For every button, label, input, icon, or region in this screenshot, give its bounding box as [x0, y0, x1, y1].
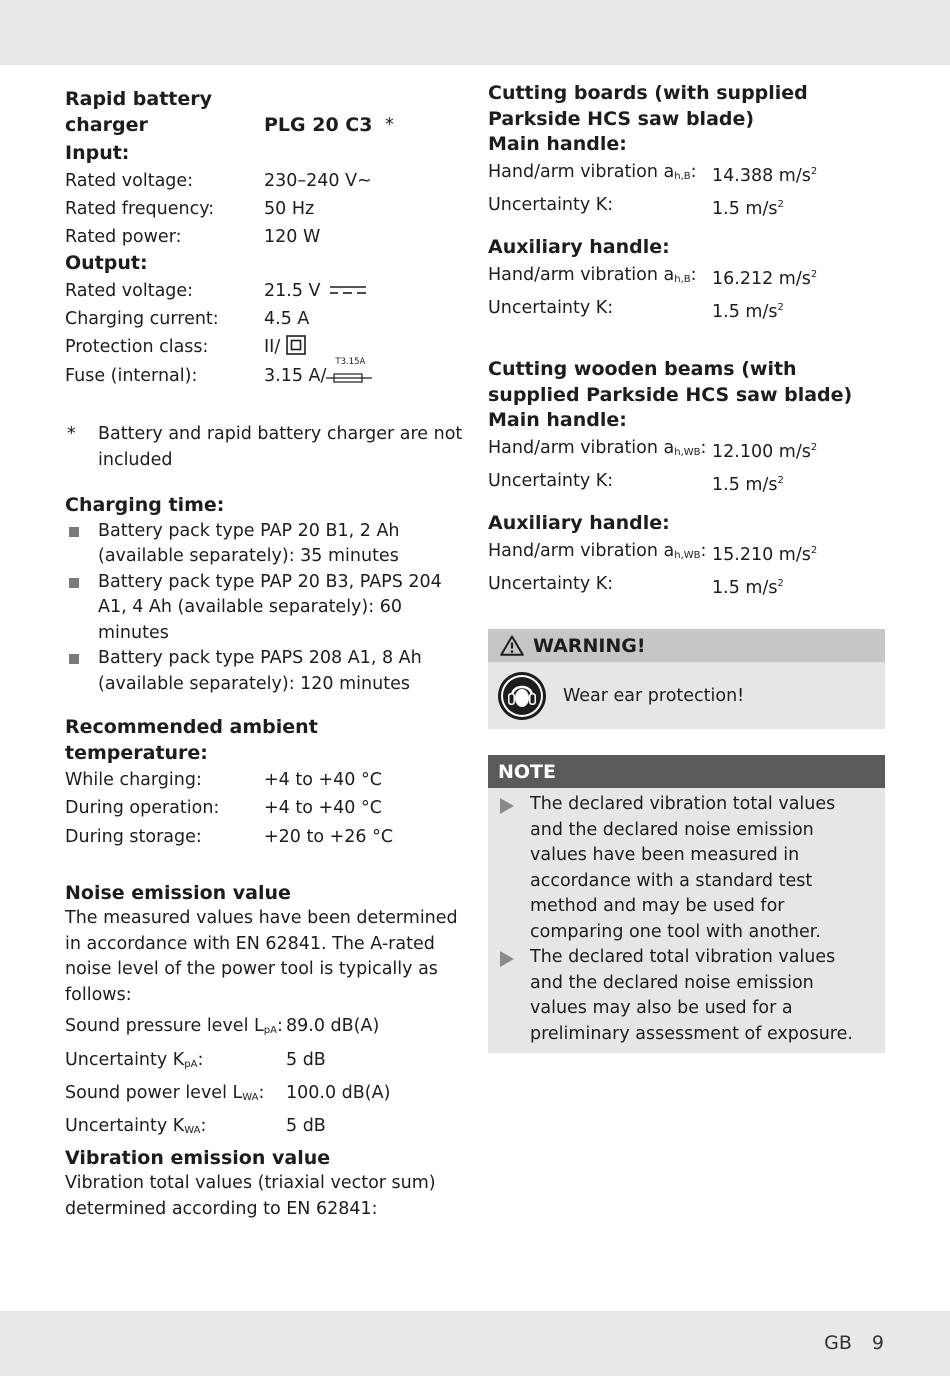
fuse-icon — [326, 356, 372, 384]
spec-row — [65, 167, 465, 195]
charger-spec — [65, 87, 465, 390]
label-sub: h,WB — [674, 549, 701, 561]
charger-title-line2: charger — [65, 113, 148, 136]
spec-value: 89.0 dB(A) — [286, 1016, 380, 1037]
value-sup: 2 — [810, 544, 818, 556]
list-item-text: The declared vibration total values and the declared noise emission values have been measured in accordance with a standard test method and may be used for comparing one tool with another. — [530, 794, 836, 942]
footer-language: GB — [824, 1332, 852, 1354]
label-text: Hand/arm vibration a — [488, 264, 675, 285]
beams-main-heading: Main handle: — [488, 409, 627, 432]
boards-main-heading: Main handle: — [488, 133, 627, 155]
right-column — [488, 81, 885, 1053]
spec-row — [65, 1112, 465, 1145]
spec-row — [65, 1046, 465, 1079]
charging-time-heading: Charging time: — [65, 494, 225, 517]
value-text: 1.5 m/s — [712, 198, 778, 219]
value-sup: 2 — [810, 441, 818, 453]
spec-row — [488, 570, 885, 602]
spec-label: Rated power: — [65, 227, 182, 248]
spec-row — [65, 277, 465, 305]
spec-row — [488, 158, 885, 191]
bullet-square-icon — [69, 654, 79, 664]
list-item — [488, 945, 885, 1047]
value-text: 14.388 m/s — [712, 165, 811, 186]
spec-value — [264, 333, 306, 361]
label-suffix: : — [690, 161, 697, 182]
spec-label — [488, 261, 712, 294]
protection-class-icon — [286, 335, 306, 355]
noise-intro: The measured values have been determined in accordance with EN 62841. The A-rated noise level of the power tool is typically as follows: — [65, 908, 458, 1005]
spec-row — [65, 1012, 465, 1045]
list-item-text: Battery pack type PAP 20 B3, PAPS 204 A1, 4 Ah (available separately): 60 minutes — [98, 571, 442, 643]
spec-label — [488, 537, 712, 570]
output-heading: Output: — [65, 252, 148, 275]
label-suffix: : — [700, 437, 707, 458]
spec-label: Rated frequency: — [65, 198, 215, 219]
spec-label: While charging: — [65, 770, 202, 791]
value-sup: 2 — [777, 198, 784, 210]
label-suffix: : — [690, 264, 697, 285]
beams-heading: Cutting wooden beams (with supplied Parkside HCS saw blade) — [488, 358, 853, 406]
noise-section — [65, 881, 465, 1146]
spec-row — [65, 223, 465, 251]
footnote-star: * — [67, 424, 76, 445]
footnote — [65, 422, 465, 473]
top-band — [0, 0, 950, 65]
charger-title-line1: Rapid battery — [65, 88, 213, 110]
spec-label: Uncertainty K: — [488, 470, 614, 491]
noise-heading: Noise emission value — [65, 881, 291, 904]
spec-label: Protection class: — [65, 337, 209, 358]
label-sub: h,B — [674, 170, 691, 182]
play-arrow-icon — [500, 951, 514, 967]
spec-label — [65, 1046, 286, 1079]
input-heading: Input: — [65, 142, 130, 164]
spec-label — [65, 1079, 286, 1112]
spec-value: 4.5 A — [264, 309, 310, 330]
spec-label: Rated voltage: — [65, 280, 194, 301]
boards-aux-heading: Auxiliary handle: — [488, 236, 670, 259]
spec-label: Uncertainty K: — [488, 194, 614, 215]
spec-value — [712, 570, 784, 602]
boards-section — [488, 81, 885, 326]
warning-title: WARNING! — [533, 634, 646, 657]
protection-value: II/ — [264, 337, 281, 358]
vibration-intro: Vibration total values (triaxial vector sum) determined according to EN 62841: — [65, 1173, 436, 1219]
spec-label: Uncertainty K: — [488, 574, 614, 595]
spec-row — [488, 191, 885, 223]
list-item — [65, 646, 465, 697]
bullet-square-icon — [69, 578, 79, 588]
spec-row — [65, 305, 465, 333]
spec-row — [65, 195, 465, 223]
temperature-section — [65, 715, 465, 851]
value-text: 12.100 m/s — [712, 441, 811, 462]
value-text: 16.212 m/s — [712, 268, 811, 289]
page-footer — [810, 1332, 884, 1354]
label-suffix: : — [258, 1083, 265, 1104]
beams-section — [488, 357, 885, 602]
label-text: Hand/arm vibration a — [488, 161, 675, 182]
label-text: Uncertainty K — [65, 1049, 185, 1070]
bullet-square-icon — [69, 527, 79, 537]
list-item — [65, 519, 465, 570]
charger-asterisk: * — [385, 114, 394, 135]
warning-triangle-icon — [500, 635, 524, 656]
spec-value — [712, 537, 817, 570]
spec-label: During operation: — [65, 798, 220, 819]
label-sub: h,B — [674, 273, 691, 285]
temperature-heading: Recommended ambient temperature: — [65, 716, 318, 764]
value-sup: 2 — [777, 474, 784, 486]
page-number: 9 — [871, 1332, 884, 1354]
value-text: 1.5 m/s — [712, 301, 778, 322]
value-text: 1.5 m/s — [712, 578, 778, 599]
spec-value — [712, 294, 784, 326]
footnote-text: Battery and rapid battery charger are not included — [98, 424, 463, 470]
label-text: Hand/arm vibration a — [488, 437, 675, 458]
value-sup: 2 — [810, 165, 818, 177]
spec-value: 5 dB — [286, 1049, 326, 1070]
label-suffix: : — [200, 1116, 207, 1137]
charging-time-section — [65, 493, 465, 697]
warning-body — [488, 662, 885, 729]
output-voltage-value: 21.5 V — [264, 280, 321, 301]
spec-value — [264, 356, 372, 390]
value-sup: 2 — [777, 301, 784, 313]
play-arrow-icon — [500, 798, 514, 814]
spec-value: +4 to +40 °C — [264, 770, 382, 791]
spec-value — [712, 261, 817, 294]
spec-value — [264, 277, 367, 305]
list-item-text: Battery pack type PAPS 208 A1, 8 Ah (available separately): 120 minutes — [98, 648, 422, 694]
spec-row — [65, 823, 465, 851]
beams-aux-heading: Auxiliary handle: — [488, 512, 670, 535]
label-text: Hand/arm vibration a — [488, 540, 675, 561]
label-sub: pA — [263, 1025, 277, 1037]
list-item — [488, 792, 885, 945]
charger-model: PLG 20 C3 — [264, 113, 373, 136]
label-text: Sound power level L — [65, 1083, 243, 1104]
list-item-text: Battery pack type PAP 20 B1, 2 Ah (available separately): 35 minutes — [98, 520, 400, 567]
spec-value: 5 dB — [286, 1116, 326, 1137]
spec-label — [488, 434, 712, 467]
spec-label — [488, 158, 712, 191]
spec-label: Rated voltage: — [65, 170, 194, 191]
spec-row — [488, 261, 885, 294]
label-text: Sound pressure level L — [65, 1016, 264, 1037]
spec-row — [65, 794, 465, 822]
label-suffix: : — [276, 1016, 283, 1037]
spec-label: During storage: — [65, 826, 202, 847]
spec-value: 50 Hz — [264, 198, 315, 219]
note-title: NOTE — [488, 755, 885, 788]
dc-symbol-icon — [329, 283, 367, 297]
label-suffix: : — [700, 540, 707, 561]
vibration-section — [65, 1146, 465, 1223]
list-item-text: The declared total vibration values and the declared noise emission values may also be used for a preliminary assessment of exposure. — [530, 947, 853, 1044]
spec-row — [488, 434, 885, 467]
spec-label — [65, 1012, 286, 1045]
spec-value: 100.0 dB(A) — [286, 1083, 391, 1104]
fuse-value: 3.15 A/ — [264, 365, 327, 386]
spec-label: Fuse (internal): — [65, 365, 198, 386]
spec-row — [65, 333, 465, 361]
spec-label: Charging current: — [65, 309, 219, 330]
spec-value: 230–240 V~ — [264, 170, 372, 191]
ear-protection-icon — [497, 671, 547, 721]
charger-title-row — [65, 113, 465, 139]
note-list — [488, 788, 885, 1047]
spec-value — [712, 158, 817, 191]
note-box — [488, 755, 885, 1053]
label-sub: h,WB — [674, 446, 701, 458]
spec-row — [488, 467, 885, 499]
boards-heading: Cutting boards (with supplied Parkside HCS saw blade) — [488, 82, 808, 130]
left-column — [65, 87, 465, 1222]
spec-value — [712, 467, 784, 499]
label-sub: WA — [184, 1125, 201, 1137]
spec-row — [488, 537, 885, 570]
spec-value: +20 to +26 °C — [264, 826, 394, 847]
spec-value: 120 W — [264, 227, 321, 248]
spec-label — [65, 1112, 286, 1145]
label-text: Uncertainty K — [65, 1116, 185, 1137]
spec-row — [488, 294, 885, 326]
label-suffix: : — [197, 1049, 204, 1070]
value-sup: 2 — [810, 268, 818, 280]
bottom-band — [0, 1311, 950, 1376]
value-sup: 2 — [777, 578, 784, 590]
list-item — [65, 570, 465, 647]
spec-row — [65, 356, 465, 390]
value-text: 15.210 m/s — [712, 544, 811, 565]
label-sub: pA — [184, 1058, 198, 1070]
warning-header — [488, 629, 885, 662]
fuse-symbol-label: T3.15A — [335, 356, 366, 367]
warning-text: Wear ear protection! — [563, 685, 745, 706]
vibration-heading: Vibration emission value — [65, 1146, 331, 1169]
label-sub: WA — [242, 1092, 259, 1104]
spec-row — [65, 1079, 465, 1112]
value-text: 1.5 m/s — [712, 474, 778, 495]
warning-box — [488, 629, 885, 729]
spec-label: Uncertainty K: — [488, 297, 614, 318]
spec-value — [712, 434, 817, 467]
spec-row — [65, 766, 465, 794]
spec-value — [712, 191, 784, 223]
spec-value: +4 to +40 °C — [264, 798, 382, 819]
charging-time-list — [65, 519, 465, 698]
